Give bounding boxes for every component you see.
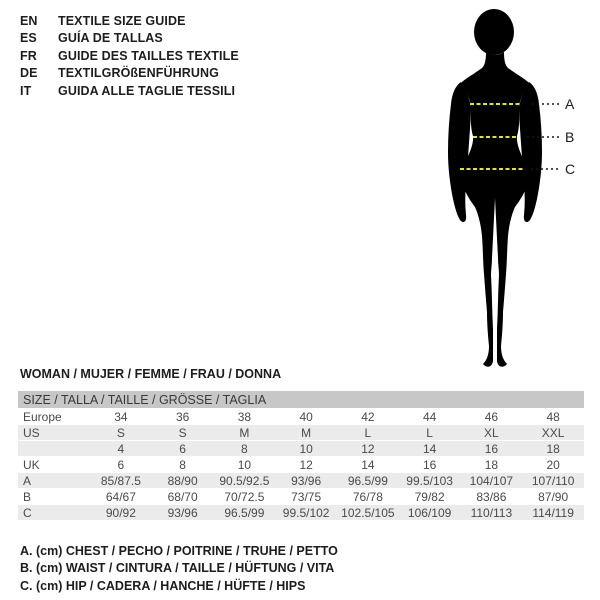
table-row [18, 505, 584, 521]
table-cell: 96.5/99 [214, 505, 276, 521]
row-label: A [18, 473, 90, 489]
lang-row-de [20, 65, 239, 82]
language-header [20, 13, 239, 100]
table-cell: 10 [214, 457, 276, 473]
table-row [18, 425, 584, 441]
table-cell: 102.5/105 [337, 505, 399, 521]
table-cell: 99.5/103 [399, 473, 461, 489]
table-cell: 20 [522, 457, 584, 473]
table-cell: S [152, 425, 214, 441]
table-cell: 87/90 [522, 489, 584, 505]
size-table [18, 391, 584, 521]
table-cell: 42 [337, 409, 399, 425]
size-table-header-row [18, 391, 584, 409]
table-cell: 104/107 [461, 473, 523, 489]
table-cell: 38 [214, 409, 276, 425]
table-cell: 83/86 [461, 489, 523, 505]
table-row [18, 409, 584, 425]
table-cell: M [275, 425, 337, 441]
row-label: Europe [18, 409, 90, 425]
table-cell: XXL [522, 425, 584, 441]
table-cell: 85/87.5 [90, 473, 152, 489]
table-cell: 76/78 [337, 489, 399, 505]
table-cell: 44 [399, 409, 461, 425]
lang-code: IT [20, 83, 32, 98]
size-table-header: SIZE / TALLA / TAILLE / GRÖSSE / TAGLIA [18, 391, 584, 409]
legend-waist: B. (cm) WAIST / CINTURA / TAILLE / HÜFTUNG / VITA [20, 561, 335, 576]
table-cell: 4 [90, 441, 152, 457]
table-cell: L [399, 425, 461, 441]
table-cell: 6 [90, 457, 152, 473]
table-cell: 18 [461, 457, 523, 473]
table-cell: 12 [337, 441, 399, 457]
table-cell: 90.5/92.5 [214, 473, 276, 489]
table-cell: 114/119 [522, 505, 584, 521]
table-cell: 16 [399, 457, 461, 473]
table-cell: 6 [152, 441, 214, 457]
lang-row-es [20, 30, 239, 47]
table-row [18, 473, 584, 489]
size-table-body [18, 409, 584, 521]
table-cell: 64/67 [90, 489, 152, 505]
table-cell: 14 [399, 441, 461, 457]
table-cell: 88/90 [152, 473, 214, 489]
lang-title: GUÍA DE TALLAS [58, 31, 163, 46]
table-cell: 48 [522, 409, 584, 425]
lang-code: EN [20, 14, 38, 28]
row-label [18, 441, 90, 457]
table-cell: 14 [337, 457, 399, 473]
table-cell: 110/113 [461, 505, 523, 521]
measurement-legend [20, 543, 338, 595]
table-cell: XL [461, 425, 523, 441]
lang-row-it [20, 83, 239, 100]
table-cell: 40 [275, 409, 337, 425]
measure-label-b: B [565, 129, 575, 145]
woman-silhouette-figure [420, 2, 600, 372]
table-cell: 36 [152, 409, 214, 425]
measure-label-c: C [565, 161, 576, 177]
row-label: UK [18, 457, 90, 473]
table-cell: 34 [90, 409, 152, 425]
lang-title: TEXTILE SIZE GUIDE [58, 14, 186, 28]
lang-title: TEXTILGRÖßENFÜHRUNG [58, 66, 219, 81]
row-label: US [18, 425, 90, 441]
table-cell: M [214, 425, 276, 441]
lang-title: GUIDE DES TAILLES TEXTILE [58, 48, 239, 63]
table-cell: 90/92 [90, 505, 152, 521]
legend-hip: C. (cm) HIP / CADERA / HANCHE / HÜFTE / HIPS [20, 578, 306, 593]
table-cell: 107/110 [522, 473, 584, 489]
table-row [18, 441, 584, 457]
table-cell: 93/96 [152, 505, 214, 521]
lang-title: GUIDA ALLE TAGLIE TESSILI [58, 83, 236, 98]
table-row [18, 489, 584, 505]
row-label: B [18, 489, 90, 505]
table-row [18, 457, 584, 473]
table-cell: 99.5/102 [275, 505, 337, 521]
silhouette-head [474, 9, 514, 55]
lang-code: FR [20, 48, 37, 63]
table-cell: 79/82 [399, 489, 461, 505]
row-label: C [18, 505, 90, 521]
table-cell: S [90, 425, 152, 441]
table-cell: 68/70 [152, 489, 214, 505]
table-cell: 96.5/99 [337, 473, 399, 489]
lang-row-en [20, 13, 239, 30]
table-cell: 46 [461, 409, 523, 425]
table-cell: 106/109 [399, 505, 461, 521]
table-cell: 8 [214, 441, 276, 457]
table-cell: 18 [522, 441, 584, 457]
table-cell: 73/75 [275, 489, 337, 505]
table-cell: 10 [275, 441, 337, 457]
silhouette-right-arm [519, 82, 542, 222]
section-title-woman: WOMAN / MUJER / FEMME / FRAU / DONNA [20, 367, 282, 381]
table-cell: 70/72.5 [214, 489, 276, 505]
table-cell: 93/96 [275, 473, 337, 489]
table-cell: 12 [275, 457, 337, 473]
table-cell: 16 [461, 441, 523, 457]
table-cell: L [337, 425, 399, 441]
silhouette-body [461, 52, 529, 367]
measure-label-a: A [565, 96, 575, 112]
legend-chest: A. (cm) CHEST / PECHO / POITRINE / TRUHE / PETTO [20, 544, 338, 558]
lang-code: ES [20, 31, 37, 46]
lang-row-fr [20, 48, 239, 65]
silhouette-left-arm [448, 82, 471, 222]
table-cell: 8 [152, 457, 214, 473]
lang-code: DE [20, 66, 38, 81]
